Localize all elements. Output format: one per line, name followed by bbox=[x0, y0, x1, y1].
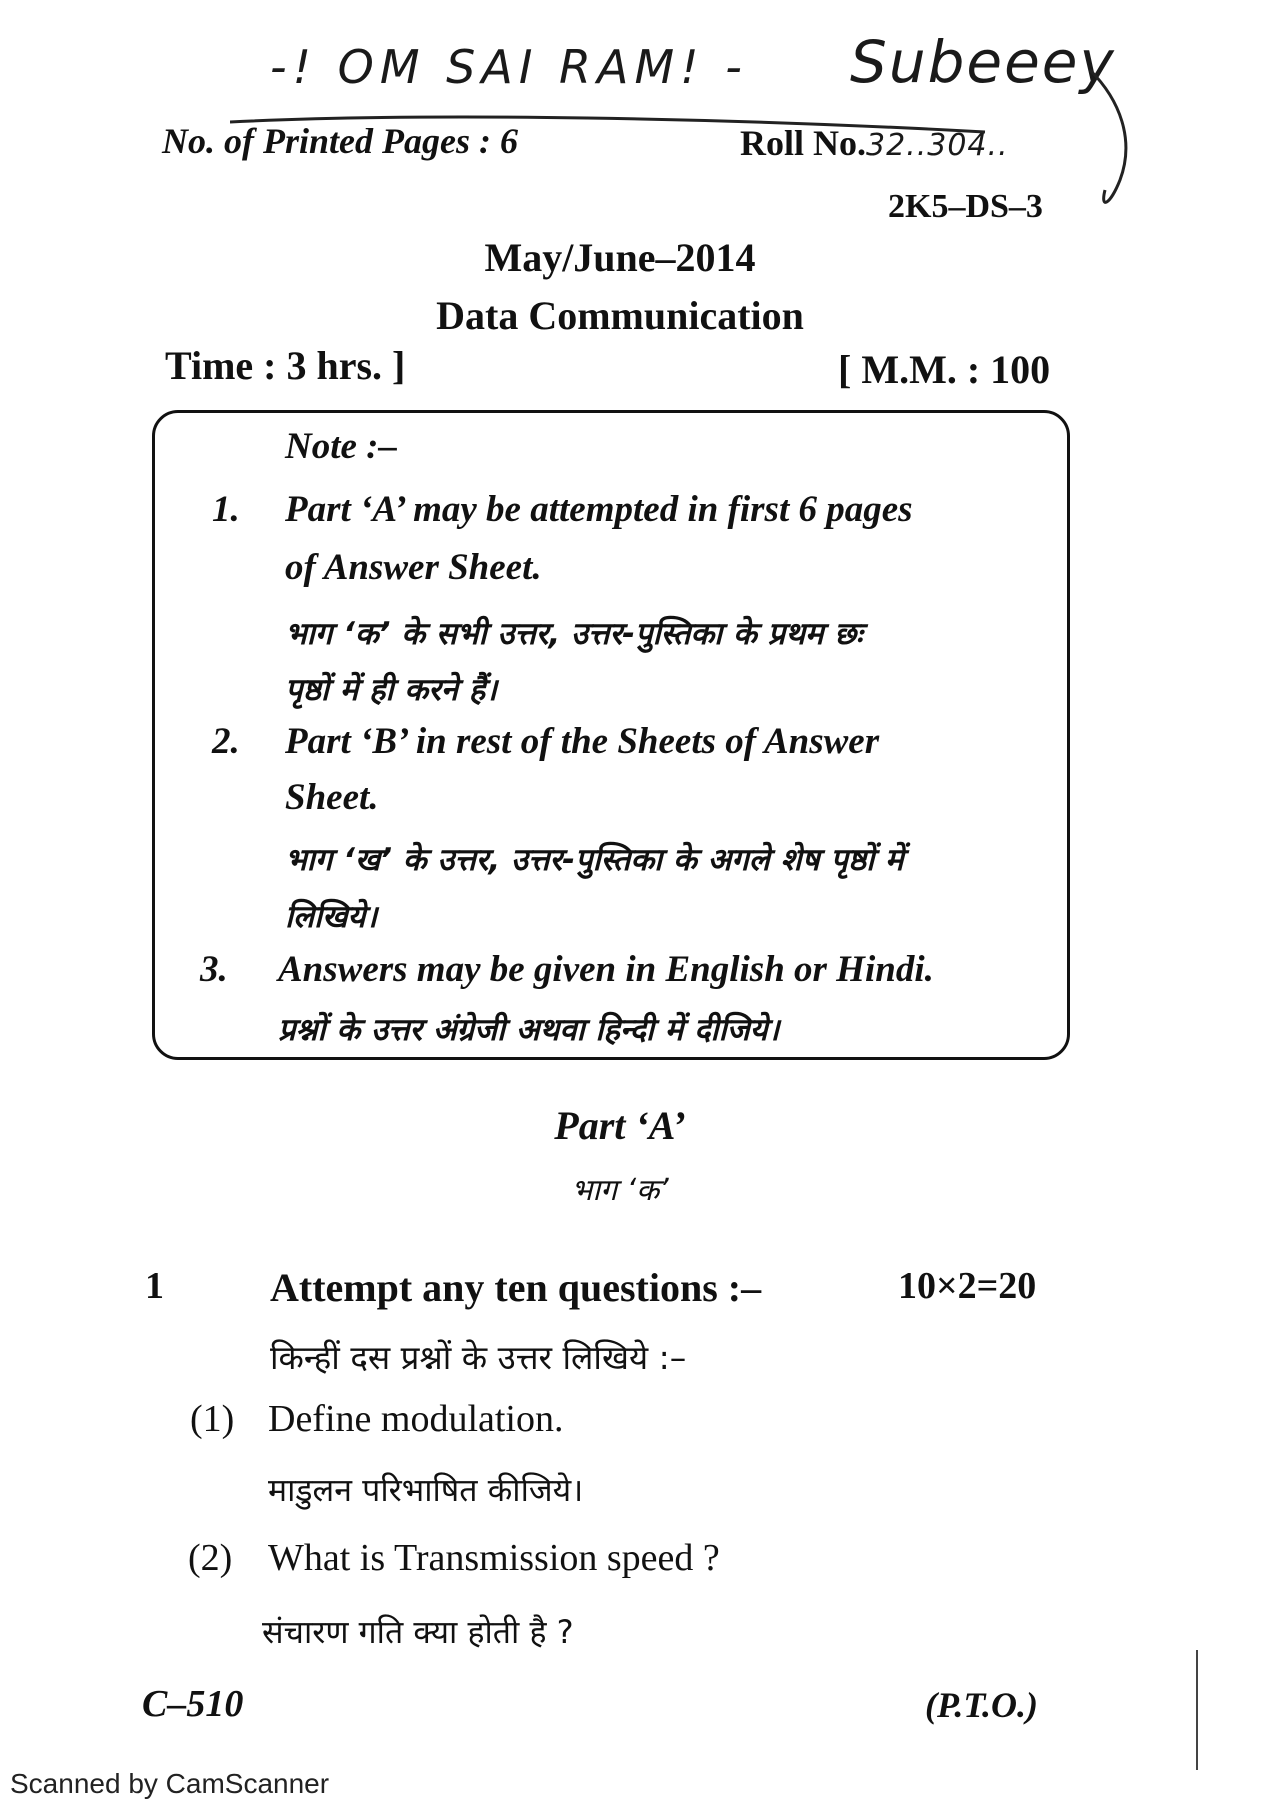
footer-pto: (P.T.O.) bbox=[925, 1685, 1039, 1725]
question-text-hindi: किन्हीं दस प्रश्नों के उत्तर लिखिये :– bbox=[270, 1338, 687, 1377]
exam-time: Time : 3 hrs. ] bbox=[165, 343, 406, 388]
subquestion-2-hindi: संचारण गति क्या होती है ? bbox=[262, 1613, 574, 1651]
question-marks: 10×2=20 bbox=[898, 1265, 1037, 1307]
subject-title: Data Communication bbox=[436, 293, 804, 338]
note-item-2-number: 2. bbox=[212, 721, 240, 762]
printed-pages: No. of Printed Pages : 6 bbox=[162, 121, 518, 161]
paper-code: 2K5–DS–3 bbox=[888, 188, 1043, 225]
subquestion-1-text: Define modulation. bbox=[268, 1398, 564, 1440]
subquestion-1-hindi: माडुलन परिभाषित कीजिये। bbox=[268, 1471, 584, 1509]
note-item-2-text: Part ‘B’ in rest of the Sheets of Answer bbox=[285, 721, 880, 762]
roll-number-handwritten: 32..304.. bbox=[866, 128, 1009, 163]
note-item-1-text: Part ‘A’ may be attempted in first 6 pages bbox=[285, 489, 913, 530]
part-title: Part ‘A’ bbox=[554, 1103, 686, 1148]
subquestion-1-number: (1) bbox=[190, 1398, 235, 1440]
note-item-2-hindi-cont: लिखिये। bbox=[285, 899, 378, 935]
max-marks: [ M.M. : 100 bbox=[838, 347, 1051, 392]
handwritten-signature: Subeeey bbox=[850, 28, 1116, 96]
question-number: 1 bbox=[145, 1265, 164, 1307]
note-heading: Note :– bbox=[285, 426, 397, 467]
note-item-1-number: 1. bbox=[212, 489, 240, 530]
note-item-3-text: Answers may be given in English or Hindi. bbox=[278, 949, 934, 990]
note-item-3-number: 3. bbox=[200, 949, 228, 990]
note-item-1-hindi: भाग ‘क’ के सभी उत्तर, उत्तर-पुस्तिका के प्रथम छः bbox=[285, 616, 863, 652]
note-item-1-hindi-cont: पृष्ठों में ही करने हैं। bbox=[285, 672, 497, 708]
signature-stroke bbox=[1080, 60, 1150, 220]
note-item-2-hindi: भाग ‘ख’ के उत्तर, उत्तर-पुस्तिका के अगले शेष पृष्ठों में bbox=[285, 842, 904, 878]
scan-edge-line bbox=[1196, 1650, 1198, 1770]
note-item-3-hindi: प्रश्नों के उत्तर अंग्रेजी अथवा हिन्दी में दीजिये। bbox=[278, 1012, 780, 1048]
note-item-2-text-cont: Sheet. bbox=[285, 777, 379, 818]
subquestion-2-number: (2) bbox=[188, 1537, 233, 1579]
handwritten-header-note: -! OM SAI RAM! - bbox=[270, 40, 748, 94]
question-text: Attempt any ten questions :– bbox=[270, 1265, 762, 1310]
roll-label-text: Roll No. bbox=[740, 123, 866, 163]
part-title-hindi: भाग ‘क’ bbox=[571, 1173, 669, 1208]
note-item-1-text-cont: of Answer Sheet. bbox=[285, 547, 542, 588]
subquestion-2-text: What is Transmission speed ? bbox=[268, 1537, 720, 1579]
footer-code: C–510 bbox=[142, 1683, 244, 1725]
roll-label bbox=[740, 122, 1009, 164]
exam-session: May/June–2014 bbox=[484, 235, 756, 280]
scanner-watermark: Scanned by CamScanner bbox=[10, 1768, 330, 1799]
